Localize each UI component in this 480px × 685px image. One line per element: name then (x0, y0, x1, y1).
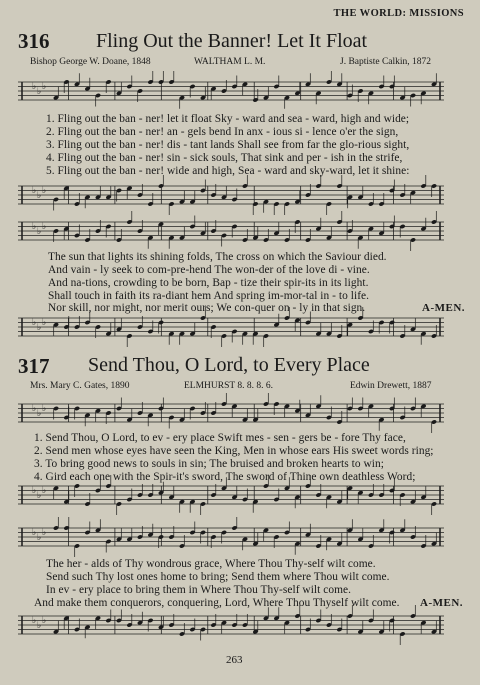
verse-line: And vain - ly seek to com-pre-hend The won-der of the love di - vine. (48, 264, 370, 276)
flat-sign: ♭ (37, 323, 42, 333)
hymn-tune: ELMHURST 8. 8. 8. 6. (184, 381, 274, 391)
hymn-tune: WALTHAM L. M. (194, 57, 266, 67)
flat-sign: ♭ (32, 186, 37, 196)
hymn-author: Bishop George W. Doane, 1848 (30, 57, 151, 67)
treble-staff-system (18, 398, 444, 434)
verse-line: The sun that lights its shining folds, The cross on which the Saviour died. (48, 251, 387, 263)
flat-sign: ♭ (42, 528, 47, 538)
verse-line: 4. Gird each one with the Spir-it's sword, The sword of Thine own deathless Word; (34, 471, 416, 483)
amen-label: A-MEN. (422, 302, 466, 314)
page-number: 263 (226, 654, 243, 666)
verse-line: Send such Thy lost ones home to bring; Send them where Thou wilt come. (46, 571, 390, 583)
flat-sign: ♭ (42, 486, 47, 496)
hymn-title: Send Thou, O Lord, to Every Place (88, 354, 370, 376)
bass-staff-system (18, 610, 444, 646)
flat-sign: ♭ (32, 318, 37, 328)
flat-sign: ♭ (32, 82, 37, 92)
flat-sign: ♭ (37, 87, 42, 97)
flat-sign: ♭ (32, 404, 37, 414)
bass-staff-system (18, 312, 444, 348)
flat-sign: ♭ (32, 486, 37, 496)
hymn-number: 317 (18, 354, 50, 378)
flat-sign: ♭ (32, 616, 37, 626)
verse-line: Shall touch in faith its ra-diant hem And spring im-mor-tal in - to life. (48, 290, 370, 302)
flat-sign: ♭ (37, 491, 42, 501)
verse-line: And na-tions, crowding to be born, Bap - tize their spir-its in its light. (48, 277, 369, 289)
verse-line: 1. Fling out the ban - ner! let it float Sky - ward and sea - ward, high and wide; (46, 113, 410, 125)
verse-line: 4. Fling out the ban - ner! sin - sick souls, That sink and per - ish in the strife, (46, 152, 403, 164)
verse-line: The her - alds of Thy wondrous grace, Where Thou Thy-self wilt come. (46, 558, 376, 570)
verse-line: And make them conquerors, conquering, Lord, Where Thou Thyself wilt come. (34, 597, 400, 609)
verse-line: 3. Fling out the ban - ner! dis - tant lands Shall see from far the glo-rious sight, (46, 139, 410, 151)
flat-sign: ♭ (42, 404, 47, 414)
flat-sign: ♭ (42, 186, 47, 196)
verse-line: 1. Send Thou, O Lord, to ev - ery place Swift mes - sen - gers be - fore Thy face, (34, 432, 406, 444)
verse-line: Nor skill, nor might, nor merit ours; We con-quer on - ly in that sign. (48, 302, 366, 314)
flat-sign: ♭ (42, 318, 47, 328)
flat-sign: ♭ (42, 222, 47, 232)
flat-sign: ♭ (32, 528, 37, 538)
treble-staff-system (18, 76, 444, 112)
flat-sign: ♭ (37, 191, 42, 201)
flat-sign: ♭ (42, 616, 47, 626)
hymn-composer: J. Baptiste Calkin, 1872 (340, 57, 432, 67)
treble-staff-system (18, 216, 444, 252)
bass-staff-system (18, 180, 444, 216)
hymn-title: Fling Out the Banner! Let It Float (96, 30, 368, 52)
flat-sign: ♭ (32, 222, 37, 232)
hymn-author: Mrs. Mary C. Gates, 1890 (30, 381, 130, 391)
hymn-composer: Edwin Drewett, 1887 (350, 381, 432, 391)
verse-line: 2. Send men whose eyes have seen the King, Men in whose ears His sweet words ring; (34, 445, 434, 457)
verse-line: In ev - ery place to bring them in Where Thou Thy-self wilt come. (46, 584, 352, 596)
amen-label: A-MEN. (420, 597, 464, 609)
flat-sign: ♭ (37, 227, 42, 237)
running-head: THE WORLD: MISSIONS (333, 8, 464, 19)
bass-staff-system (18, 480, 444, 516)
flat-sign: ♭ (42, 82, 47, 92)
verse-line: 5. Fling out the ban - ner! wide and high, Sea - ward and sky-ward, let it shine: (46, 165, 410, 177)
verse-line: 2. Fling out the ban - ner! an - gels bend In anx - ious si - lence o'er the sign, (46, 126, 399, 138)
verse-line: 3. To bring good news to souls in sin; The bruised and broken hearts to win; (34, 458, 384, 470)
flat-sign: ♭ (37, 621, 42, 631)
flat-sign: ♭ (37, 533, 42, 543)
treble-staff-system (18, 522, 444, 558)
flat-sign: ♭ (37, 409, 42, 419)
hymn-number: 316 (18, 29, 50, 53)
